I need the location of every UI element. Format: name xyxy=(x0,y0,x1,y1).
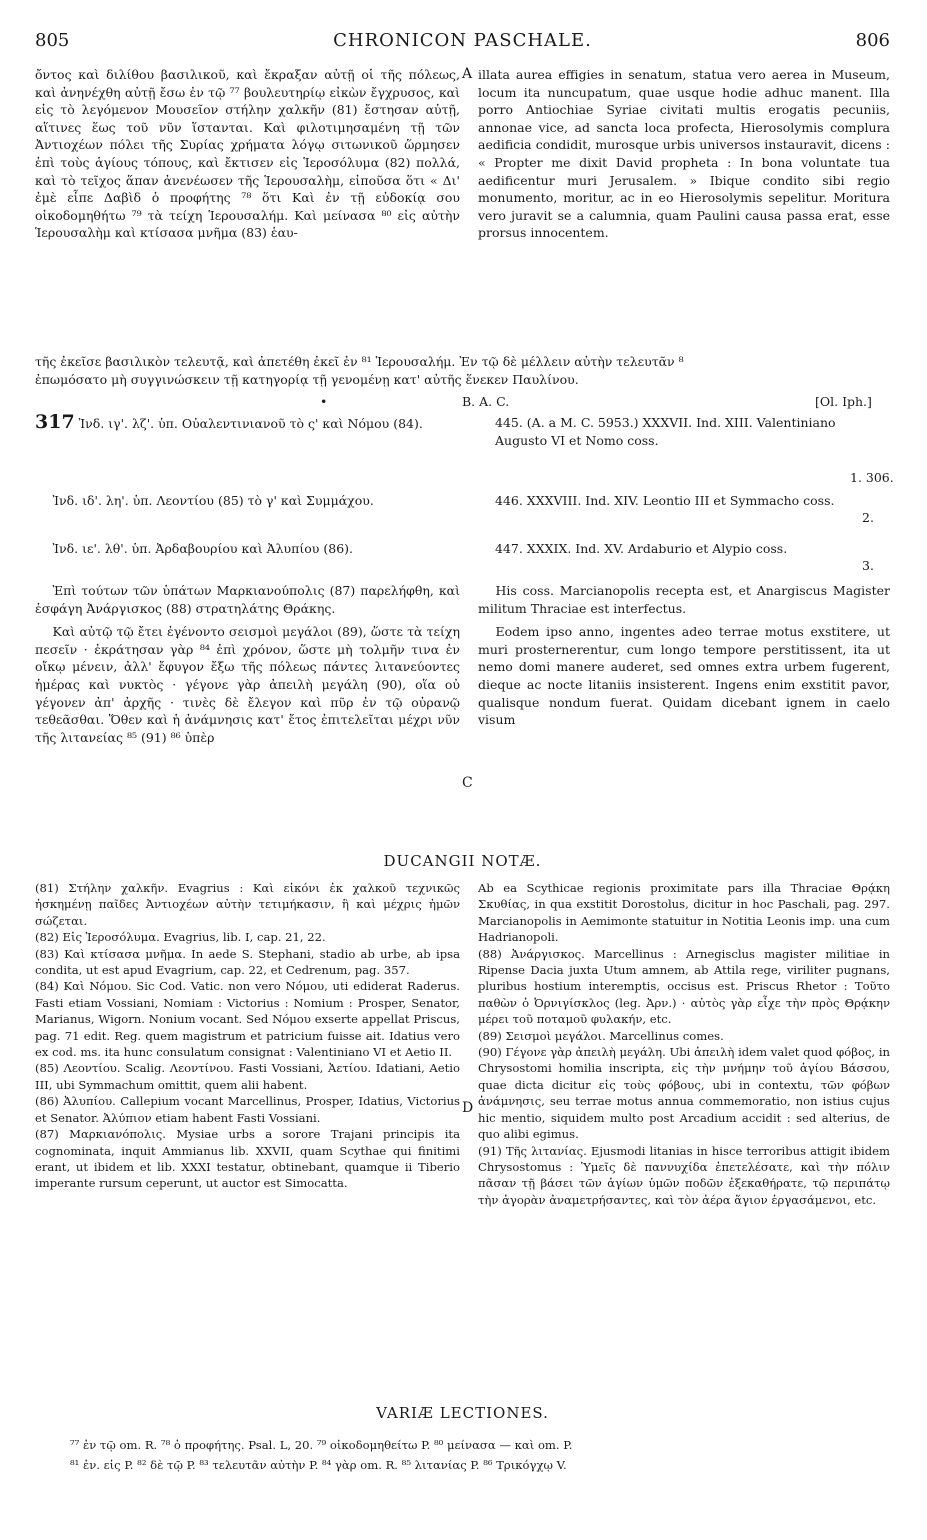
note-87-cont: Ab ea Scythicae regionis proximitate pars illa Thraciae Θρᾴκη Σκυθίας, in qua exstitit Dorostolus, dicitur in hoc Paschali, pag. 297. Marcianopolis in Aemimonte statuitur in Notitia Leonis imp. una cum Hadrianopoli. xyxy=(478,881,890,945)
olympiad-2: 2. xyxy=(862,510,874,525)
note-91: (91) Τῆς λιτανίας. Ejusmodi litanias in hisce terroribus attigit ibidem Chrysostomus : Ὑμεῖς δὲ παννυχίδα ἐπετελέσατε, καὶ τὴν πόλιν πᾶσαν τῇ βάσει τῶν ἁγίων ὑμῶν ποδῶν ἐξεκαθήρατε, τῷ περιπάτῳ τὴν ἀγορὰν ἀναμετρήσαντες, καὶ τὸν ἀέρα ἅγιον ἐργασάμενοι, etc. xyxy=(478,1143,890,1207)
year-number: 317 xyxy=(35,411,75,433)
note-83: (83) Καὶ κτίσασα μνῆμα. In aede S. Stephani, stadio ab urbe, ab ipsa condita, ut est apud Evagrium, cap. 22, et Cedrenum, pag. 357. xyxy=(35,946,460,978)
greek-body-paragraph-1: Ἐπὶ τούτων τῶν ὑπάτων Μαρκιανούπολις (87) παρελήφθη, καὶ ἐσφάγη Ἀνάργισκος (88) στρατηλάτης Θράκης. xyxy=(35,583,460,616)
variae-title: VARIÆ LECTIONES. xyxy=(376,1404,549,1422)
era-header-center: B. A. C. xyxy=(462,394,510,409)
note-81: (81) Στήλην χαλκῆν. Evagrius : Καὶ εἰκόνι ἐκ χαλκοῦ τεχνικῶς ἠσκημένῃ παῖδες Ἀντιοχέων αὐτὴν τετιμήκασιν, ἣ καὶ μέχρις ἡμῶν σώζεται. xyxy=(35,881,460,928)
variant-line-1: ⁷⁷ ἐν τῷ om. R. ⁷⁸ ὁ προφήτης. Psal. L, 20. ⁷⁹ οἰκοδομηθείτω P. ⁸⁰ μείνασα — καὶ om. P. xyxy=(70,1438,573,1452)
page-number-right: 806 xyxy=(855,30,890,51)
year-445-latin: 445. (A. a M. C. 5953.) XXXVII. Ind. XIII. Valentiniano Augusto VI et Nomo coss. xyxy=(495,415,836,448)
olympiad-306: 1. 306. xyxy=(850,470,894,485)
variant-line-2: ⁸¹ ἐν. εἰς P. ⁸² δὲ τῷ P. ⁸³ τελευτᾶν αὐτὴν P. ⁸⁴ γὰρ om. R. ⁸⁵ λιτανίας P. ⁸⁶ Τρικόγχῳ V. xyxy=(70,1458,567,1472)
note-89: (89) Σεισμοὶ μεγάλοι. Marcellinus comes. xyxy=(478,1028,724,1043)
note-88: (88) Ἀνάργισκος. Marcellinus : Arnegisclus magister militiae in Ripense Dacia juxta Utum amnem, ab Attila rege, viriliter pugnans, pluribus hostium interemptis, occisus est. Priscus Rhetor : Τοῦτο παθὼν ὁ Ὀρνιγίσκλος (leg. Ἀρν.) · αὐτὸς γὰρ εἶχε τὴν πρὸς Θρᾴκην μέρει τοῦ ποταμοῦ φυλακήν, etc. xyxy=(478,946,890,1027)
year-446-latin: 446. XXXVIII. Ind. XIV. Leontio III et Symmacho coss. xyxy=(495,493,835,508)
greek-body-paragraph-2: Καὶ αὐτῷ τῷ ἔτει ἐγένοντο σεισμοὶ μεγάλοι (89), ὥστε τὰ τείχη πεσεῖν · ἐκράτησαν γὰρ ⁸⁴ ἐπὶ χρόνον, ὥστε μὴ τολμῆν τινα ἐν οἴκῳ μένειν, ἀλλ' ἔφυγον ἔξω τῆς πόλεως πάντες λιτανεύοντες ἡμέρας καὶ νυκτὸς · γέγονε γὰρ ἀπειλὴ μεγάλη (90), οἵα οὐ γέγονεν ἀπ' ἀρχῆς · τινὲς δὲ ἔλεγον καὶ πῦρ ἐν τῷ οὐρανῷ τεθεᾶσθαι. Ὅθεν καὶ ἡ ἀνάμνησις κατ' ἔτος ἐπιτελεῖται μέχρι νῦν τῆς λιτανείας ⁸⁵ (91) ⁸⁶ ὑπὲρ xyxy=(35,624,460,745)
bullet-mark: • xyxy=(320,394,328,409)
greek-column-top xyxy=(35,66,460,248)
year-319-greek: Ἰνδ. ιε'. λθ'. ὑπ. Ἀρδαβουρίου καὶ Ἀλυπίου (86). xyxy=(52,541,354,556)
note-86: (86) Ἀλυπίου. Callepium vocant Marcellinus, Prosper, Idatius, Victorius et Senator. Ἀλύπιον etiam habent Fasti Vossiani. xyxy=(35,1094,460,1125)
year-317-greek-text: Ἰνδ. ιγ'. λζ'. ὑπ. Οὐαλεντινιανοῦ τὸ ς' καὶ Νόμου (84). xyxy=(78,416,423,431)
latin-column-body xyxy=(478,582,890,735)
year-447-latin: 447. XXXIX. Ind. XV. Ardaburio et Alypio coss. xyxy=(495,541,788,556)
page-number-left: 805 xyxy=(35,30,70,51)
full-width-line-2: ἐπωμόσατο μὴ συγγινώσκειν τῇ κατηγορίᾳ τῇ γενομένῃ κατ' αὐτῆς ἕνεκεν Παυλίνου. xyxy=(35,372,579,387)
notes-right-column xyxy=(478,880,890,1208)
latin-body-paragraph-1: His coss. Marcianopolis recepta est, et Anargiscus Magister militum Thraciae est interfectus. xyxy=(478,583,890,616)
latin-paragraph: illata aurea effigies in senatum, statua vero aerea in Museum, locum ita nuncupatum, quae usque hodie adhuc manent. Illa porro Antiochiae Syriae civitati multis erogatis pecuniis, annonae vice, ad sancta loca profecta, Hierosolymis complura aedificia condidit, murosque urbis universos instauravit, dicens : « Propter me dixit David propheta : In bona voluntate tua aedificentur muri Jerusalem. » Ibique condito sibi regio monumento, moritur, ac in eo Hierosolymis sepelitur. Moritura vero juravit se a calumnia, quam Paulini causa passa erat, esse prorsus innocentem. xyxy=(478,67,890,241)
margin-letter-c: C xyxy=(462,775,473,791)
year-317-greek xyxy=(35,411,460,433)
full-width-line-1: τῆς ἐκεῖσε βασιλικὸν τελευτᾷ, καὶ ἀπετέθη ἐκεῖ ἐν ⁸¹ Ἱερουσαλήμ. Ἐν τῷ δὲ μέλλειν αὐτὴν τελευτᾶν ⁸ xyxy=(35,354,684,369)
notes-title: DUCANGII NOTÆ. xyxy=(383,852,542,870)
running-header xyxy=(35,30,890,56)
greek-paragraph: ὄντος καὶ διλίθου βασιλικοῦ, καὶ ἔκραξαν αὐτῇ οἱ τῆς πόλεως, καὶ ἀνηνέχθη αὐτῇ ἔσω ἐν τῷ ⁷⁷ βουλευτηρίῳ εἰκὼν ἔγχρυσος, καὶ εἰς τὸ λεγόμενον Μουσεῖον στήλην χαλκῆν (81) ἔστησαν αὐτῇ, αἵτινες ἕως τοῦ νῦν ἵστανται. Καὶ φιλοτιμησαμένη τῇ τῶν Ἀντιοχέων πόλει τῆς Συρίας χρήματα λόγῳ σιτωνικοῦ ὥρμησεν ἐπὶ τοὺς ἁγίους τόπους, καὶ ἔκτισεν εἰς Ἱεροσόλυμα (82) πολλά, καὶ τὸ τεῖχος ἅπαν ἀνενέωσεν τῆς Ἱερουσαλὴμ, εἰποῦσα ὅτι « Δι' ἐμὲ εἶπε Δαβὶδ ὁ προφήτης ⁷⁸ ὅτι Καὶ ἐν τῇ εὐδοκίᾳ σου οἰκοδομηθήτω ⁷⁹ τὰ τείχη Ἱερουσαλήμ. Καὶ μείνασα ⁸⁰ εἰς αὐτὴν Ἱερουσαλὴμ καὶ κτίσασα μνῆμα (83) ἑαυ- xyxy=(35,67,460,241)
latin-body-paragraph-2: Eodem ipso anno, ingentes adeo terrae motus exstitere, ut muri prosternerentur, cum longo tempore perstitissent, ita ut nemo domi manere auderet, sed omnes extra urbem fugerent, dieque ac nocte litaniis insisterent. Ingens enim exstitit pavor, qualisque nondum fuerat. Quidam dicebant ignem in caelo visum xyxy=(478,624,890,728)
note-90: (90) Γέγονε γὰρ ἀπειλὴ μεγάλη. Ubi ἀπειλὴ idem valet quod φόβος, in Chrysostomi homilia inscripta, εἰς τὴν μνήμην τοῦ ἁγίου Βάσσου, quae dicta dicitur εἰς τοὺς φόβους, ubi in contextu, τῶν φόβων ἀνάμνησις, seu terrae motus annua commemoratio, non istius cujus hic mentio, siquidem multo post Arcadium accidit : sed alterius, de quo alibi egimus. xyxy=(478,1045,890,1142)
olympiad-3: 3. xyxy=(862,558,874,573)
note-82: (82) Εἰς Ἱεροσόλυμα. Evagrius, lib. I, cap. 21, 22. xyxy=(35,930,326,945)
note-87: (87) Μαρκιανόπολις. Mysiae urbs a sorore Trajani principis ita cognominata, inquit Ammianus lib. XXVII, quam Scythae qui finitimi erant, ut ibidem et lib. XXXI testatur, obtinebant, quamque ii Tiberio imperante rursum ceperunt, ut auctor est Simocatta. xyxy=(35,1127,460,1191)
margin-letter-a: A xyxy=(462,66,473,82)
latin-column-top xyxy=(478,66,890,248)
note-84: (84) Καὶ Νόμου. Sic Cod. Vatic. non vero Νόμου, uti ediderat Raderus. Fasti etiam Vossiani, Nomiam : Victorius : Nomium : Prosper, Senator, Marianus, Wigorn. Nonium vocant. Sed Νόμου exserte appellat Priscus, pag. 71 edit. Reg. quem magistrum et patricium fuisse ait. Idatius vero ex cod. ms. ita hunc consulatum consignat : Valentiniano VI et Aetio II. xyxy=(35,979,460,1060)
greek-column-body xyxy=(35,582,460,752)
notes-left-column xyxy=(35,880,460,1192)
era-header-right: [Ol. Iph.] xyxy=(815,394,872,409)
year-318-greek: Ἰνδ. ιδ'. λη'. ὑπ. Λεοντίου (85) τὸ γ' καὶ Συμμάχου. xyxy=(52,493,374,508)
margin-letter-d: D xyxy=(462,1100,474,1116)
running-title: CHRONICON PASCHALE. xyxy=(333,30,592,51)
note-85: (85) Λεοντίου. Scalig. Λεοντίνου. Fasti Vossiani, Ἀετίου. Idatiani, Aetio III, ubi Symmachum omittit, quem alii habent. xyxy=(35,1061,460,1092)
